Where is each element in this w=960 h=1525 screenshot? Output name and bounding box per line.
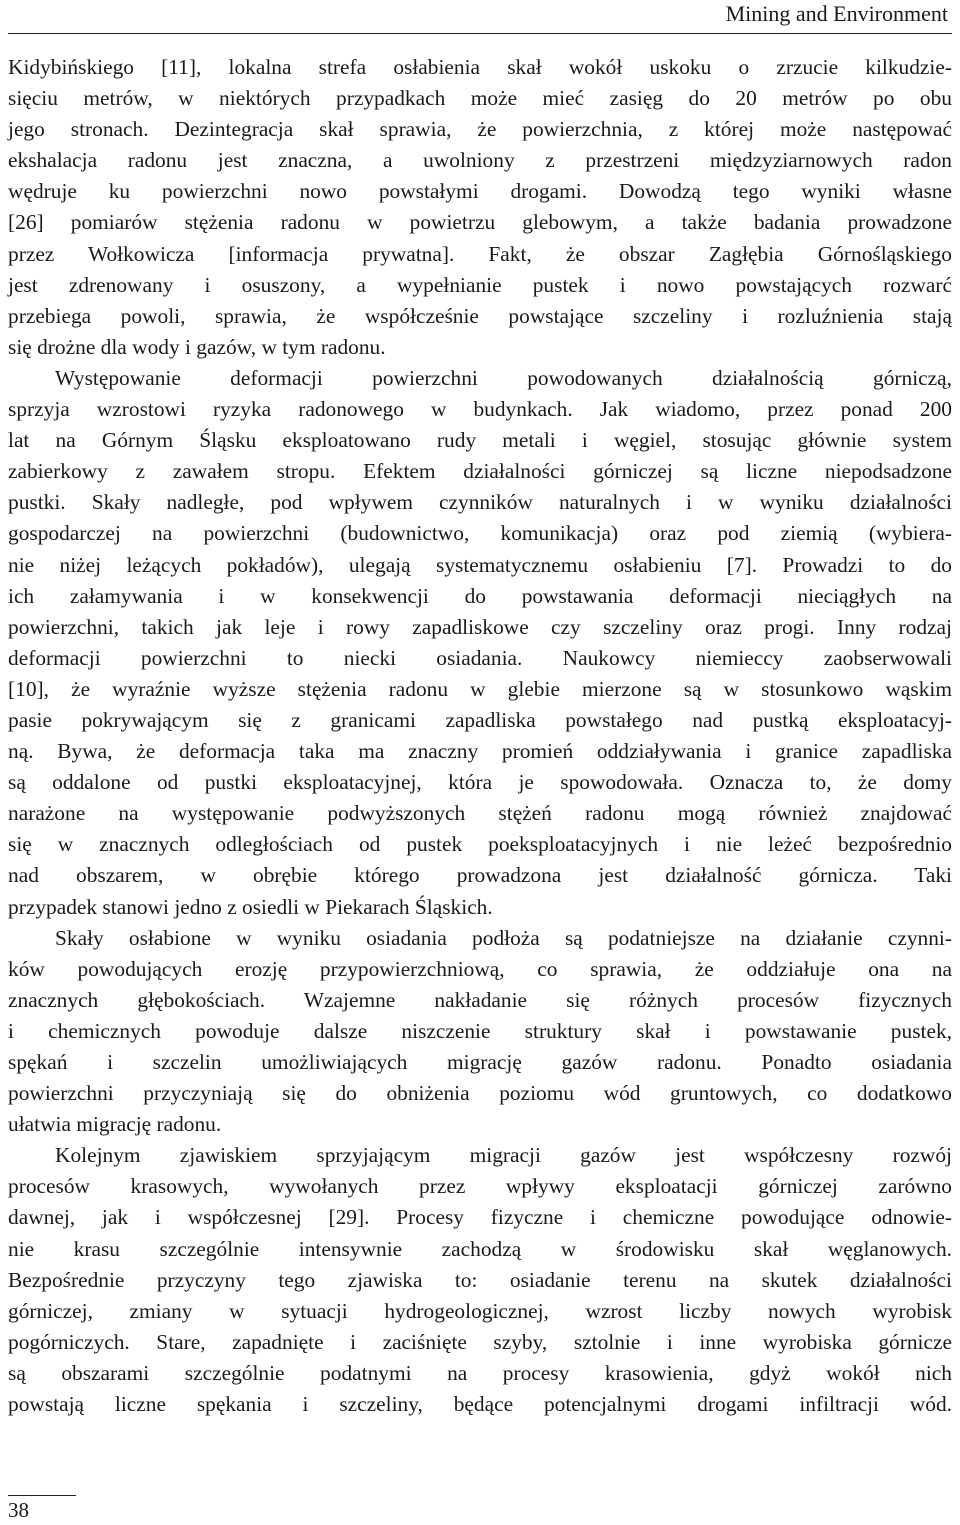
text-line: zabierkowy z zawałem stropu. Efektem działalności górniczej są liczne niepodsadzone [8,459,952,484]
text-line: deformacji powierzchni to niecki osiadania. Naukowcy niemieccy zaobserwowali [8,645,952,670]
text-line: przebiega powoli, sprawia, że współcześnie powstające szczeliny i rozluźnienia stają [8,303,952,328]
text-line: pogórniczych. Stare, zapadnięte i zaciśnięte szyby, sztolnie i inne wyrobiska górnicze [8,1329,952,1354]
text-line: wędruje ku powierzchni nowo powstałymi drogami. Dowodzą tego wyniki własne [8,179,952,204]
text-line: się drożne dla wody i gazów, w tym radonu. [8,334,386,359]
text-line: ków powodujących erozję przypowierzchniową, co sprawia, że oddziałuje ona na [8,956,952,981]
text-line: nie niżej leżących pokładów), ulegają systematycznemu osłabieniu [7]. Prowadzi to do [8,552,952,577]
text-line: i chemicznych powoduje dalsze niszczenie struktury skał i powstawanie pustek, [8,1018,952,1043]
text-line: nad obszarem, w obrębie którego prowadzona jest działalność górnicza. Taki [8,863,952,888]
text-line: przez Wołkowicza [informacja prywatna]. Fakt, że obszar Zagłębia Górnośląskiego [8,241,952,266]
text-line: ich załamywania i w konsekwencji do powstawania deformacji nieciągłych na [8,583,952,608]
text-line: Występowanie deformacji powierzchni powodowanych działalnością górniczą, [55,365,952,390]
page-header [8,0,952,34]
text-line: sięciu metrów, w niektórych przypadkach może mieć zasięg do 20 metrów po obu [8,86,952,111]
text-line: ułatwia migrację radonu. [8,1112,222,1137]
page-number: 38 [8,1498,29,1522]
text-line: procesów krasowych, wywołanych przez wpływy eksploatacji górniczej zarówno [8,1174,952,1199]
text-line: gospodarczej na powierzchni (budownictwo, komunikacja) oraz pod ziemią (wybiera- [8,521,952,546]
text-line: powierzchni przyczyniają się do obniżenia poziomu wód gruntowych, co dodatkowo [8,1081,952,1106]
text-line: są obszarami szczególnie podatnymi na procesy krasowienia, gdyż wokół nich [8,1360,952,1385]
text-line: się w znacznych odległościach od pustek poeksploatacyjnych i nie leżeć bezpośrednio [8,832,952,857]
body-text [8,52,952,1420]
running-title: Mining and Environment [725,1,948,26]
text-line: ekshalacja radonu jest znaczna, a uwolniony z przestrzeni międzyziarnowych radon [8,148,952,173]
text-line: pustki. Skały nadległe, pod wpływem czynników naturalnych i w wyniku działalności [8,490,952,515]
text-line: Kolejnym zjawiskiem sprzyjającym migracji gazów jest współczesny rozwój [55,1143,952,1168]
text-line: Bezpośrednie przyczyny tego zjawiska to: osiadanie terenu na skutek działalności [8,1267,952,1292]
text-line: pasie pokrywającym się z granicami zapadliska powstałego nad pustką eksploatacyj- [8,707,952,732]
footer-rule [8,1495,76,1496]
text-line: górniczej, zmiany w sytuacji hydrogeologicznej, wzrost liczby nowych wyrobisk [8,1298,952,1323]
text-line: jego stronach. Dezintegracja skał sprawia, że powierzchnia, z której może następować [8,117,952,142]
text-line: powierzchni, takich jak leje i rowy zapadliskowe czy szczeliny oraz progi. Inny rodzaj [8,614,952,639]
text-line: jest zdrenowany i osuszony, a wypełnianie pustek i nowo powstających rozwarć [8,272,952,297]
text-line: nie krasu szczególnie intensywnie zachodzą w środowisku skał węglanowych. [8,1236,952,1261]
text-line: dawnej, jak i współczesnej [29]. Procesy fizyczne i chemiczne powodujące odnowie- [8,1205,952,1230]
text-line: Kidybińskiego [11], lokalna strefa osłabienia skał wokół uskoku o zrzucie kilkudzie- [8,55,952,79]
text-line: [26] pomiarów stężenia radonu w powietrzu glebowym, a także badania prowadzone [8,210,952,235]
text-line: sprzyja wzrostowi ryzyka radonowego w budynkach. Jak wiadomo, przez ponad 200 [8,397,952,422]
text-line: przypadek stanowi jedno z osiedli w Piekarach Śląskich. [8,894,493,919]
text-line: Skały osłabione w wyniku osiadania podłoża są podatniejsze na działanie czynni- [55,925,952,950]
text-line: narażone na występowanie podwyższonych stężeń radonu mogą również znajdować [8,801,952,826]
text-line: ną. Bywa, że deformacja taka ma znaczny promień oddziaływania i granice zapadliska [8,739,952,764]
text-line: spękań i szczelin umożliwiających migrację gazów radonu. Ponadto osiadania [8,1050,952,1074]
text-line: powstają liczne spękania i szczeliny, będące potencjalnymi drogami infiltracji wód. [8,1392,952,1417]
text-line: [10], że wyraźnie wyższe stężenia radonu w glebie mierzone są w stosunkowo wąskim [8,676,952,701]
text-line: znacznych głębokościach. Wzajemne nakładanie się różnych procesów fizycznych [8,987,952,1012]
text-line: są oddalone od pustki eksploatacyjnej, która je spowodowała. Oznacza to, że domy [8,770,952,795]
text-line: lat na Górnym Śląsku eksploatowano rudy metali i węgiel, stosując głównie system [8,428,952,453]
